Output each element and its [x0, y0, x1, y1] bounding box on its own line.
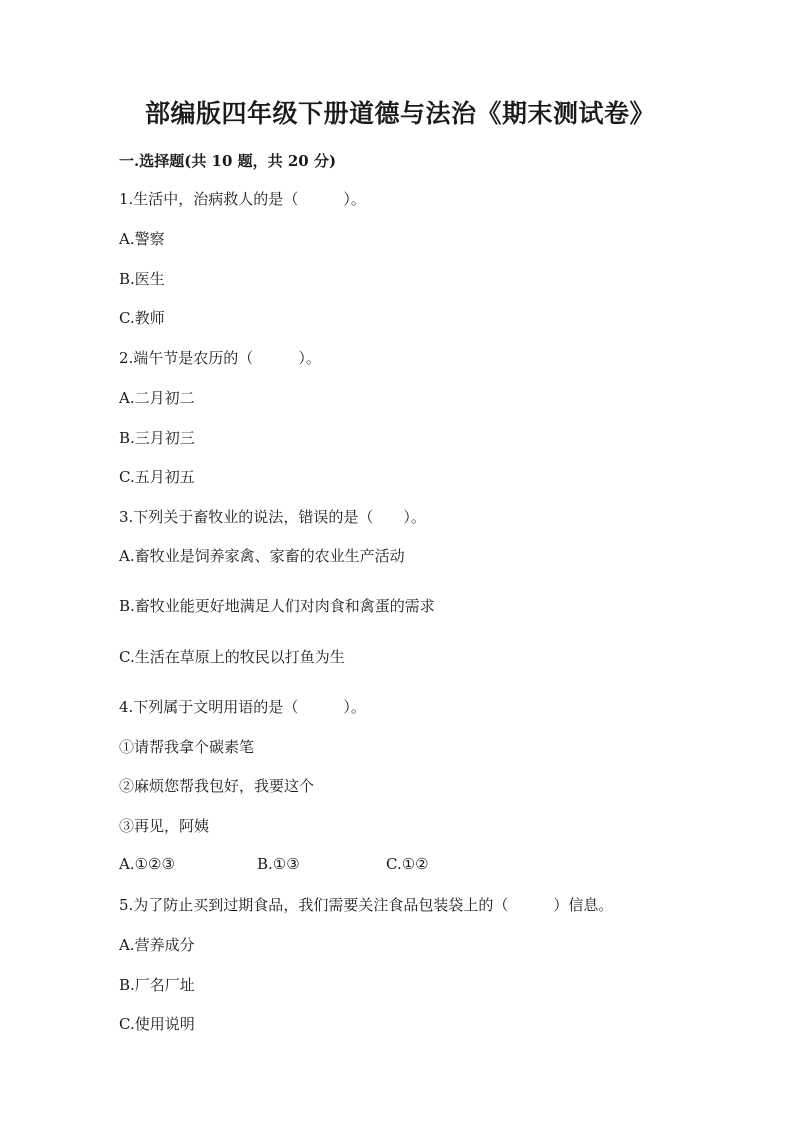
question-3-option-b: B.畜牧业能更好地满足人们对肉食和禽蛋的需求 — [119, 597, 435, 615]
page-title: 部编版四年级下册道德与法治《期末测试卷》 — [144, 99, 655, 128]
question-1-stem: 1.生活中，治病救人的是（ ）。 — [119, 190, 366, 208]
question-4-stem: 4.下列属于文明用语的是（ ）。 — [119, 698, 366, 716]
question-2-option-a: A.二月初二 — [119, 389, 195, 407]
question-5-option-a: A.营养成分 — [119, 936, 195, 954]
question-3-option-c: C.生活在草原上的牧民以打鱼为生 — [119, 648, 345, 666]
question-4-option-c: C.①② — [386, 855, 429, 873]
question-4-option-b: B.①③ — [257, 855, 300, 873]
question-3-option-a: A.畜牧业是饲养家禽、家畜的农业生产活动 — [119, 547, 405, 565]
question-1-option-b: B.医生 — [119, 270, 165, 288]
question-1-option-a: A.警察 — [119, 230, 165, 248]
question-5-stem: 5.为了防止买到过期食品，我们需要关注食品包装袋上的（ ）信息。 — [119, 896, 614, 914]
section-heading: 一.选择题(共 10 题，共 20 分) — [119, 152, 337, 170]
question-1-option-c: C.教师 — [119, 309, 165, 327]
question-2-option-c: C.五月初五 — [119, 468, 195, 486]
question-4-item-3: ③再见，阿姨 — [119, 817, 210, 835]
question-5-option-b: B.厂名厂址 — [119, 976, 195, 994]
question-3-stem: 3.下列关于畜牧业的说法，错误的是（ ）。 — [119, 508, 426, 526]
question-2-option-b: B.三月初三 — [119, 429, 195, 447]
question-5-option-c: C.使用说明 — [119, 1015, 195, 1033]
question-4-option-a: A.①②③ — [119, 855, 175, 873]
question-4-item-1: ①请帮我拿个碳素笔 — [119, 738, 255, 756]
question-4-item-2: ②麻烦您帮我包好，我要这个 — [119, 777, 315, 795]
question-2-stem: 2.端午节是农历的（ ）。 — [119, 349, 321, 367]
